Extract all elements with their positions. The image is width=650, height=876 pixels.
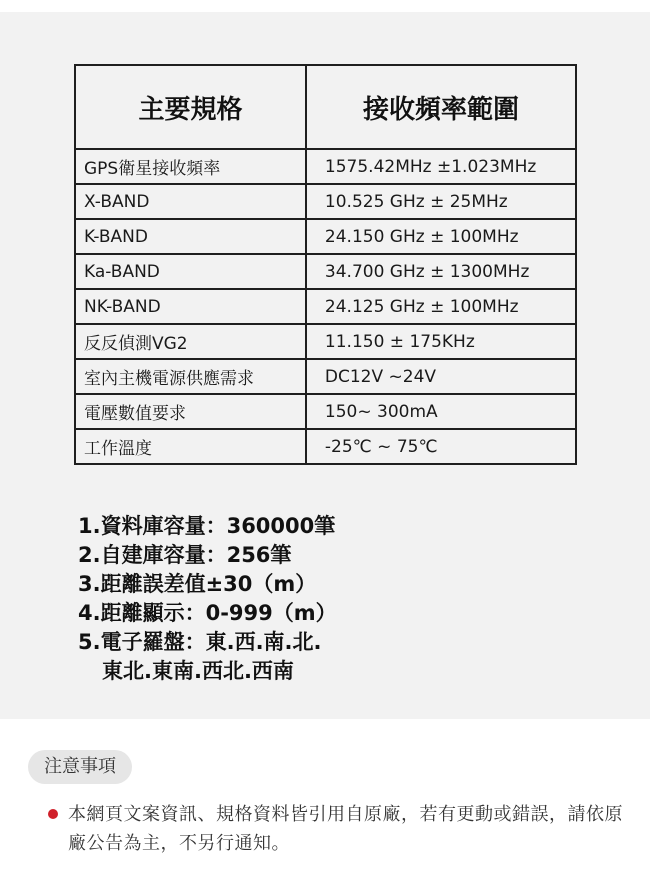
row-name: NK-BAND — [75, 289, 306, 324]
row-value: DC12V ~24V — [306, 359, 576, 394]
table-row — [75, 289, 576, 324]
row-name: X-BAND — [75, 184, 306, 219]
table-row — [75, 394, 576, 429]
spec-table-header-row — [75, 65, 576, 149]
row-name: Ka-BAND — [75, 254, 306, 289]
list-item: 3.距離誤差值±30（m） — [78, 572, 317, 596]
table-row — [75, 149, 576, 184]
row-name: K-BAND — [75, 219, 306, 254]
row-name: 室內主機電源供應需求 — [75, 359, 306, 394]
row-value: 10.525 GHz ± 25MHz — [306, 184, 576, 219]
header-spec-name: 主要規格 — [75, 65, 306, 149]
table-row — [75, 324, 576, 359]
row-name: GPS衛星接收頻率 — [75, 149, 306, 184]
feature-list — [78, 512, 337, 686]
list-item: 2.自建庫容量：256筆 — [78, 543, 292, 567]
table-row — [75, 219, 576, 254]
note-text: 本網頁文案資訊、規格資料皆引用自原廠，若有更動或錯誤，請依原廠公告為主，不另行通知。 — [68, 804, 623, 854]
table-row — [75, 359, 576, 394]
row-name: 工作溫度 — [75, 429, 306, 464]
row-value: 11.150 ± 175KHz — [306, 324, 576, 359]
row-value: 1575.42MHz ±1.023MHz — [306, 149, 576, 184]
spec-panel — [0, 12, 650, 719]
bullet-dot-icon — [48, 809, 58, 819]
note-item — [48, 800, 628, 858]
notes-title: 注意事項 — [28, 750, 132, 784]
row-name: 電壓數值要求 — [75, 394, 306, 429]
spec-table — [74, 64, 577, 465]
row-value: 24.125 GHz ± 100MHz — [306, 289, 576, 324]
row-name: 反反偵測VG2 — [75, 324, 306, 359]
row-value: 34.700 GHz ± 1300MHz — [306, 254, 576, 289]
table-row — [75, 184, 576, 219]
top-strip — [0, 0, 650, 12]
table-row — [75, 254, 576, 289]
list-item-continuation: 東北.東南.西北.西南 — [102, 659, 294, 683]
row-value: 24.150 GHz ± 100MHz — [306, 219, 576, 254]
table-row — [75, 429, 576, 464]
list-item: 4.距離顯示：0-999（m） — [78, 601, 337, 625]
row-value: -25℃ ~ 75℃ — [306, 429, 576, 464]
list-item: 1.資料庫容量：360000筆 — [78, 514, 336, 538]
header-frequency-range: 接收頻率範圍 — [306, 65, 576, 149]
list-item: 5.電子羅盤：東.西.南.北. — [78, 630, 322, 654]
row-value: 150~ 300mA — [306, 394, 576, 429]
